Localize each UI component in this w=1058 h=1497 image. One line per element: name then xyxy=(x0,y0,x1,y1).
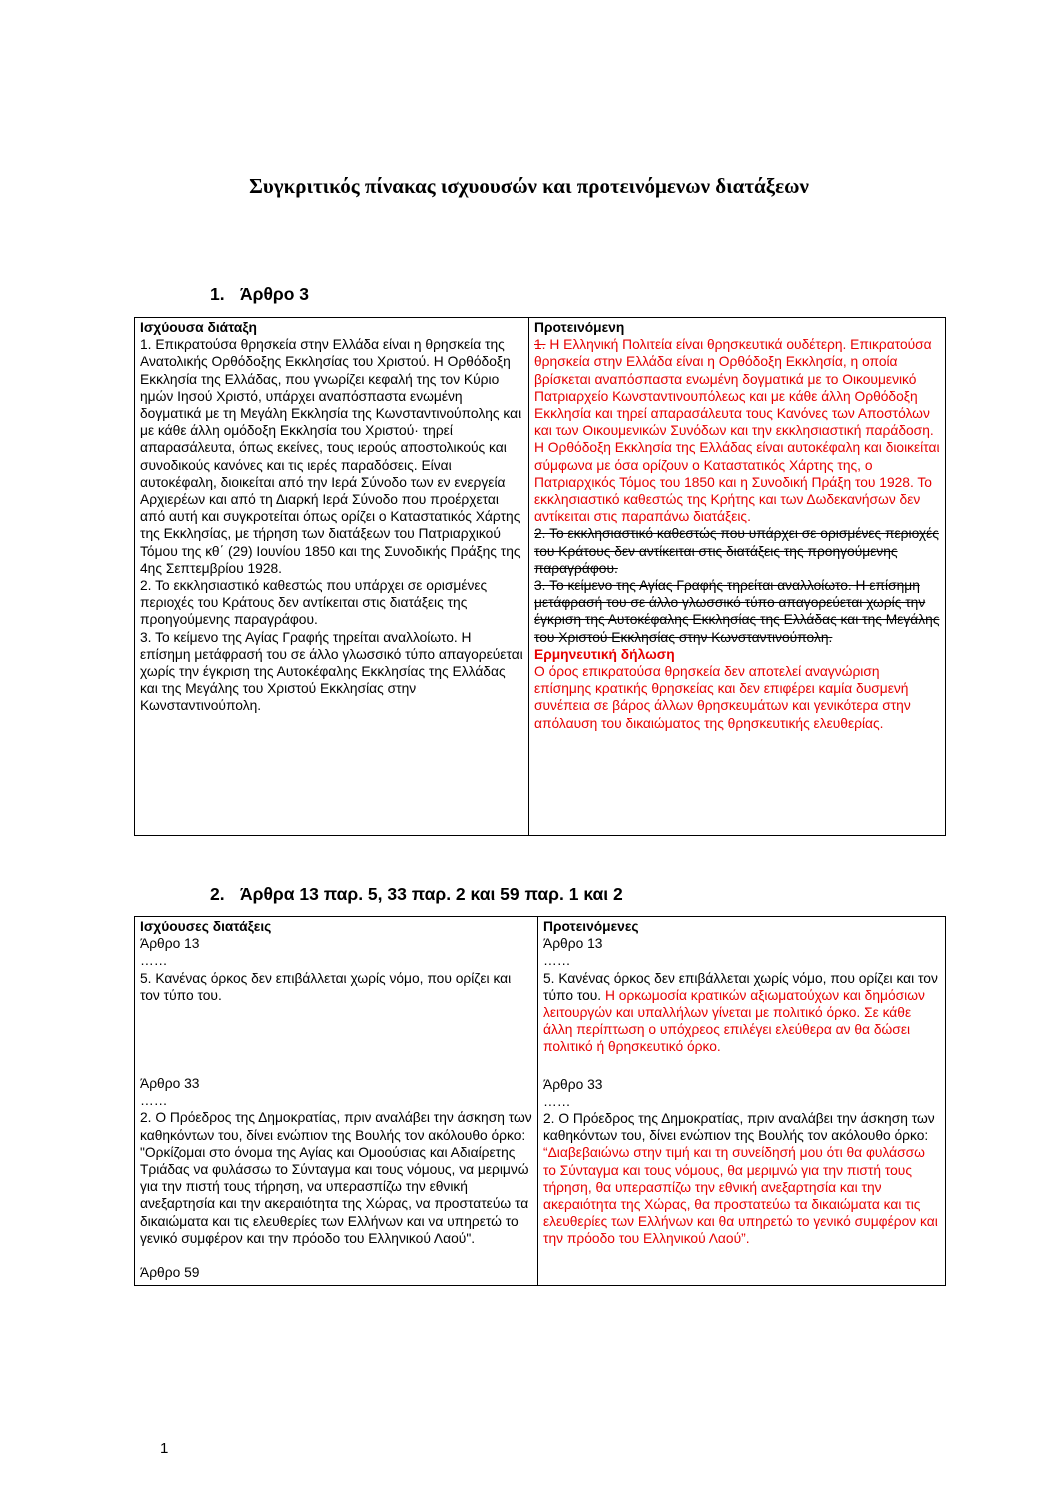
proposed-column-header: Προτεινόμενη xyxy=(534,320,625,335)
proposed-article-13-added-text: Η ορκωμοσία κρατικών αξιωματούχων και δημόσιων λειτουργών και υπαλλήλων γίνεται με πολιτικό όρκο. Σε κάθε άλλη περίπτωση ο υπόχρεος επιλέγει ελεύθερα αν θα δώσει πολιτικό ή θρησκευτικό όρκο. xyxy=(543,987,925,1055)
document-title: Συγκριτικός πίνακας ισχυουσών και προτεινόμενων διατάξεων xyxy=(249,174,809,198)
proposed-article-13-paragraph-5 xyxy=(543,970,940,1056)
section-1-number: 1. xyxy=(210,284,225,304)
current-paragraph-3: 3. Το κείμενο της Αγίας Γραφής τηρείται αναλλοίωτο. Η επίσημη μετάφρασή του σε άλλο γλωσσικό τύπο απαγορεύεται χωρίς την έγκριση της Αυτοκέφαλης Εκκλησίας της Ελλάδας και της Μεγάλης του Χριστού Εκκλησίας στην Κωνσταντινούπολη. xyxy=(140,629,523,714)
interpretive-statement-heading: Ερμηνευτική δήλωση xyxy=(534,646,675,662)
section-2-heading xyxy=(210,884,623,905)
section-2-number: 2. xyxy=(210,884,225,904)
current-paragraph-2: 2. Το εκκλησιαστικό καθεστώς που υπάρχει σε ορισμένες περιοχές του Κράτους δεν αντίκειται στις διατάξεις της προηγούμενης παραγράφου. xyxy=(140,578,488,628)
current-paragraph-1: 1. Επικρατούσα θρησκεία στην Ελλάδα είναι η θρησκεία της Ανατολικής Ορθόδοξης Εκκλησίας του Χριστού. Η Ορθόδοξη Εκκλησία της Ελλάδας, που γνωρίζει κεφαλή της τον Κύριο ημών Ιησού Χριστό, υπάρχει αναπόσπαστα ενωμένη δογματικά με τη Μεγάλη Εκκλησία της Κωνσταντινούπολης και με κάθε άλλη ομόδοξη Εκκλησία του Χριστού· τηρεί απαρασάλευτα, όπως εκείνες, τους ιερούς αποστολικούς και συνοδικούς κανόνες και τις ιερές παραδόσεις. Είναι αυτοκέφαλη, διοικείται από την Ιερά Σύνοδο των εν ενεργεία Αρχιερέων και από τη Διαρκή Ιερά Σύνοδο που προέρχεται από αυτή και συγκροτείται όπως ορίζει ο Καταστατικός Χάρτης της Εκκλησίας, με τήρηση των διατάξεων του Πατριαρχικού Τόμου της κθ΄ (29) Ιουνίου 1850 και της Συνοδικής Πράξης της 4ης Σεπτεμβρίου 1928. xyxy=(140,337,522,576)
proposed-paragraph-1-text: Η Ελληνική Πολιτεία είναι θρησκευτικά ουδέτερη. Επικρατούσα θρησκεία στην Ελλάδα είναι η Ορθόδοξη Εκκλησία, η οποία βρίσκεται αναπόσπαστα ενωμένη δογματικά με το Οικουμενικό Πατριαρχείο Κωνσταντινουπόλεως και με κάθε άλλη Ορθόδοξη Εκκλησία και τηρεί απαρασάλευτα τους Κανόνες των Αποστόλων και των Οικουμενικών Συνόδων και την εκκλησιαστική παράδοση. Η Ορθόδοξη Εκκλησία της Ελλάδας είναι αυτοκέφαλη και διοικείται σύμφωνα με όσα ορίζουν ο Καταστατικός Χάρτης της, ο Πατριαρχικός Τόμος του 1850 και η Συνοδική Πράξη του 1928. Το εκκλησιαστικό καθεστώς της Κρήτης και των Δωδεκανήσων δεν αντίκειται στις παραπάνω διατάξεις. xyxy=(534,337,940,525)
section-2-title: Άρθρα 13 παρ. 5, 33 παρ. 2 και 59 παρ. 1 και 2 xyxy=(240,884,623,904)
proposed-column-header: Προτεινόμενες xyxy=(543,919,639,934)
proposed-article-13-existing-text: 5. Κανένας όρκος δεν επιβάλλεται χωρίς νόμο, που ορίζει και τον τύπο του. xyxy=(543,970,938,1003)
article-3-comparison-table xyxy=(134,317,946,836)
current-article-33-label: Άρθρο 33 xyxy=(140,1076,200,1092)
current-presidential-oath: "Ορκίζομαι στο όνομα της Αγίας και Ομοούσιας και Αδιαίρετης Τριάδας να φυλάσσω το Σύνταγμα και τους νόμους, να μεριμνώ για την πιστή τους τήρηση, να υπερασπίζω την εθνική ανεξαρτησία και την ακεραιότητα της Χώρας, να προστατεύω τα δικαιώματα και τις ελευθερίες των Ελλήνων και να υπηρετώ το γενικό συμφέρον και την πρόοδο του Ελληνικού Λαού". xyxy=(140,1144,529,1246)
current-article-13-label: Άρθρο 13 xyxy=(140,936,200,952)
proposed-civil-oath: “Διαβεβαιώνω στην τιμή και τη συνείδησή μου ότι θα φυλάσσω το Σύνταγμα και τους νόμους, θα μεριμνώ για την πιστή τους τήρηση, θα υπερασπίζω την εθνική ανεξαρτησία και την ακεραιότητα της Χώρας, θα προστατεύω τα δικαιώματα και τις ελευθερίες των Ελλήνων και θα υπηρετώ το γενικό συμφέρον και την πρόοδο του Ελληνικού Λαού”. xyxy=(543,1145,938,1247)
proposed-provisions-cell xyxy=(538,917,946,1286)
articles-13-33-59-comparison-table xyxy=(134,916,946,1286)
proposed-article-13-label: Άρθρο 13 xyxy=(543,936,603,952)
current-article-33-paragraph-2: 2. Ο Πρόεδρος της Δημοκρατίας, πριν αναλάβει την άσκηση των καθηκόντων του, δίνει ενώπιον της Βουλής τον ακόλουθο όρκο: xyxy=(140,1110,532,1143)
table-row xyxy=(135,917,946,1286)
section-1-title: Άρθρο 3 xyxy=(240,284,310,304)
section-1-heading xyxy=(210,284,309,305)
proposed-article-33-paragraph-2: 2. Ο Πρόεδρος της Δημοκρατίας, πριν αναλάβει την άσκηση των καθηκόντων του, δίνει ενώπιον της Βουλής τον ακόλουθο όρκο: xyxy=(543,1111,935,1144)
page-number: 1 xyxy=(160,1440,169,1457)
spacer xyxy=(543,1056,940,1076)
interpretive-statement-text: Ο όρος επικρατούσα θρησκεία δεν αποτελεί αναγνώριση επίσημης κρατικής θρησκείας και δεν επιφέρει καμία δυσμενή συνέπεια σε βάρος άλλων θρησκευμάτων και γενικότερα στην απόλαυση του δικαιώματος της θρησκευτικής ελευθερίας. xyxy=(534,664,911,731)
current-column-header: Ισχύουσες διατάξεις xyxy=(140,919,272,934)
proposed-ellipsis: …… xyxy=(543,1093,571,1109)
current-ellipsis: …… xyxy=(140,953,168,969)
current-article-13-paragraph-5: 5. Κανένας όρκος δεν επιβάλλεται χωρίς νόμο, που ορίζει και τον τύπο του. xyxy=(140,970,512,1003)
table-row xyxy=(135,318,946,836)
current-column-header: Ισχύουσα διάταξη xyxy=(140,320,257,335)
struck-paragraph-number: 1. xyxy=(534,337,546,353)
deleted-paragraph-3: 3. Το κείμενο της Αγίας Γραφής τηρείται αναλλοίωτο. Η επίσημη μετάφρασή του σε άλλο γλωσσικό τύπο απαγορεύεται χωρίς την έγκριση της Αυτοκέφαλης Εκκλησίας της Ελλάδας και της Μεγάλης του Χριστού Εκκλησίας στην Κωνσταντινούπολη. xyxy=(534,578,940,645)
current-provisions-cell xyxy=(135,917,538,1286)
current-ellipsis: …… xyxy=(140,1093,168,1109)
proposed-article-33-label: Άρθρο 33 xyxy=(543,1076,603,1092)
spacer xyxy=(140,1247,532,1264)
current-article-59-label: Άρθρο 59 xyxy=(140,1265,200,1281)
proposed-ellipsis: …… xyxy=(543,953,571,969)
current-provision-cell xyxy=(135,318,529,836)
deleted-paragraph-2: 2. Το εκκλησιαστικό καθεστώς που υπάρχει σε ορισμένες περιοχές του Κράτους δεν αντίκειται στις διατάξεις της προηγούμενης παραγράφου. xyxy=(534,526,939,576)
spacer xyxy=(140,1004,532,1075)
proposed-paragraph-1 xyxy=(534,336,940,525)
proposed-provision-cell xyxy=(529,318,946,836)
